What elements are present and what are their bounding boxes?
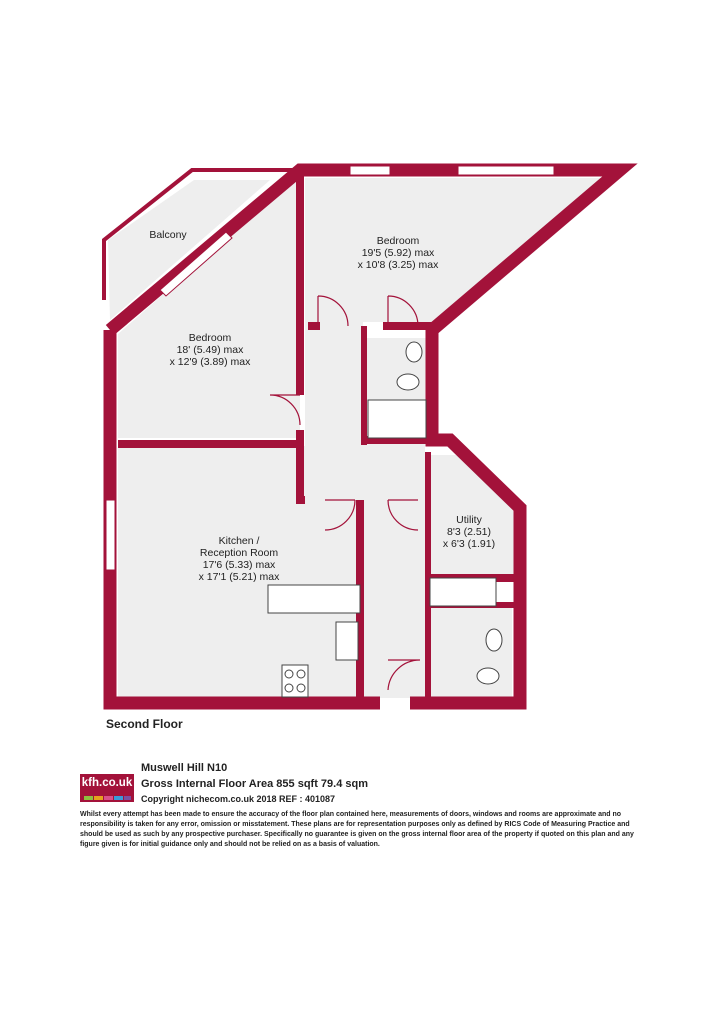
hob-ring-3	[285, 684, 293, 692]
hob-ring-1	[285, 670, 293, 678]
kitchen-counter	[268, 585, 360, 613]
bedroom-left-dim2: x 12'9 (3.89) max	[169, 356, 251, 368]
property-copyright: Copyright nichecom.co.uk 2018 REF : 401087	[141, 794, 336, 804]
window-top-1	[350, 166, 390, 175]
property-address: Muswell Hill N10	[141, 762, 228, 774]
kitchen-sink	[336, 622, 358, 660]
bathroom-floor	[428, 608, 512, 698]
shower-tray	[368, 400, 426, 438]
floor-label: Second Floor	[106, 717, 183, 731]
logo-stripe-2	[94, 796, 103, 800]
kitchen-name1: Kitchen /	[218, 535, 260, 547]
balcony-label: Balcony	[149, 229, 187, 241]
bedroom-left-dim1: 18' (5.49) max	[176, 344, 244, 356]
utility-name: Utility	[456, 514, 482, 526]
bathtub	[430, 578, 496, 606]
utility-dim1: 8'3 (2.51)	[446, 526, 492, 538]
hob-ring-2	[297, 670, 305, 678]
hob-ring-4	[297, 684, 305, 692]
shower-toilet	[397, 374, 419, 390]
bedroom-left-name: Bedroom	[188, 332, 232, 344]
window-kitchen-left	[106, 500, 115, 570]
bath-toilet	[477, 668, 499, 684]
bath-basin	[486, 629, 502, 651]
bedroom-upper-name: Bedroom	[376, 235, 420, 247]
property-area: Gross Internal Floor Area 855 sqft 79.4 sqm	[141, 778, 369, 790]
kfh-logo	[80, 774, 134, 802]
kitchen-dim2: x 17'1 (5.21) max	[198, 571, 280, 583]
logo-stripe-4	[114, 796, 123, 800]
bedroom-upper-dim2: x 10'8 (3.25) max	[357, 259, 439, 271]
logo-stripe-3	[104, 796, 113, 800]
hall-lower-floor	[360, 440, 425, 698]
logo-stripe-5	[124, 796, 131, 800]
kitchen-dim1: 17'6 (5.33) max	[202, 559, 276, 571]
logo-text: kfh.co.uk	[81, 777, 133, 789]
shower-basin	[406, 342, 422, 362]
window-top-2	[458, 166, 554, 175]
disclaimer: Whilst every attempt has been made to ensure the accuracy of the floor plan contained here, measurements of doors, windows and rooms are approximate and no responsibility is taken for any error, omission or misstatement. These plans are for representation purposes only as defined by RICS Code of Measuring Practice and should be used as such by any prospective purchaser. Specifically no guarantee is given on the gross internal floor area of the property if quoted on this plan and any figure given is for initial guidance only and should not be relied on as a basis of valuation.	[80, 811, 634, 848]
hob	[282, 665, 308, 697]
kitchen-name2: Reception Room	[199, 547, 279, 559]
logo-stripe-1	[84, 796, 93, 800]
utility-dim2: x 6'3 (1.91)	[442, 538, 496, 550]
bedroom-upper-dim1: 19'5 (5.92) max	[361, 247, 435, 259]
property-info	[141, 760, 368, 806]
